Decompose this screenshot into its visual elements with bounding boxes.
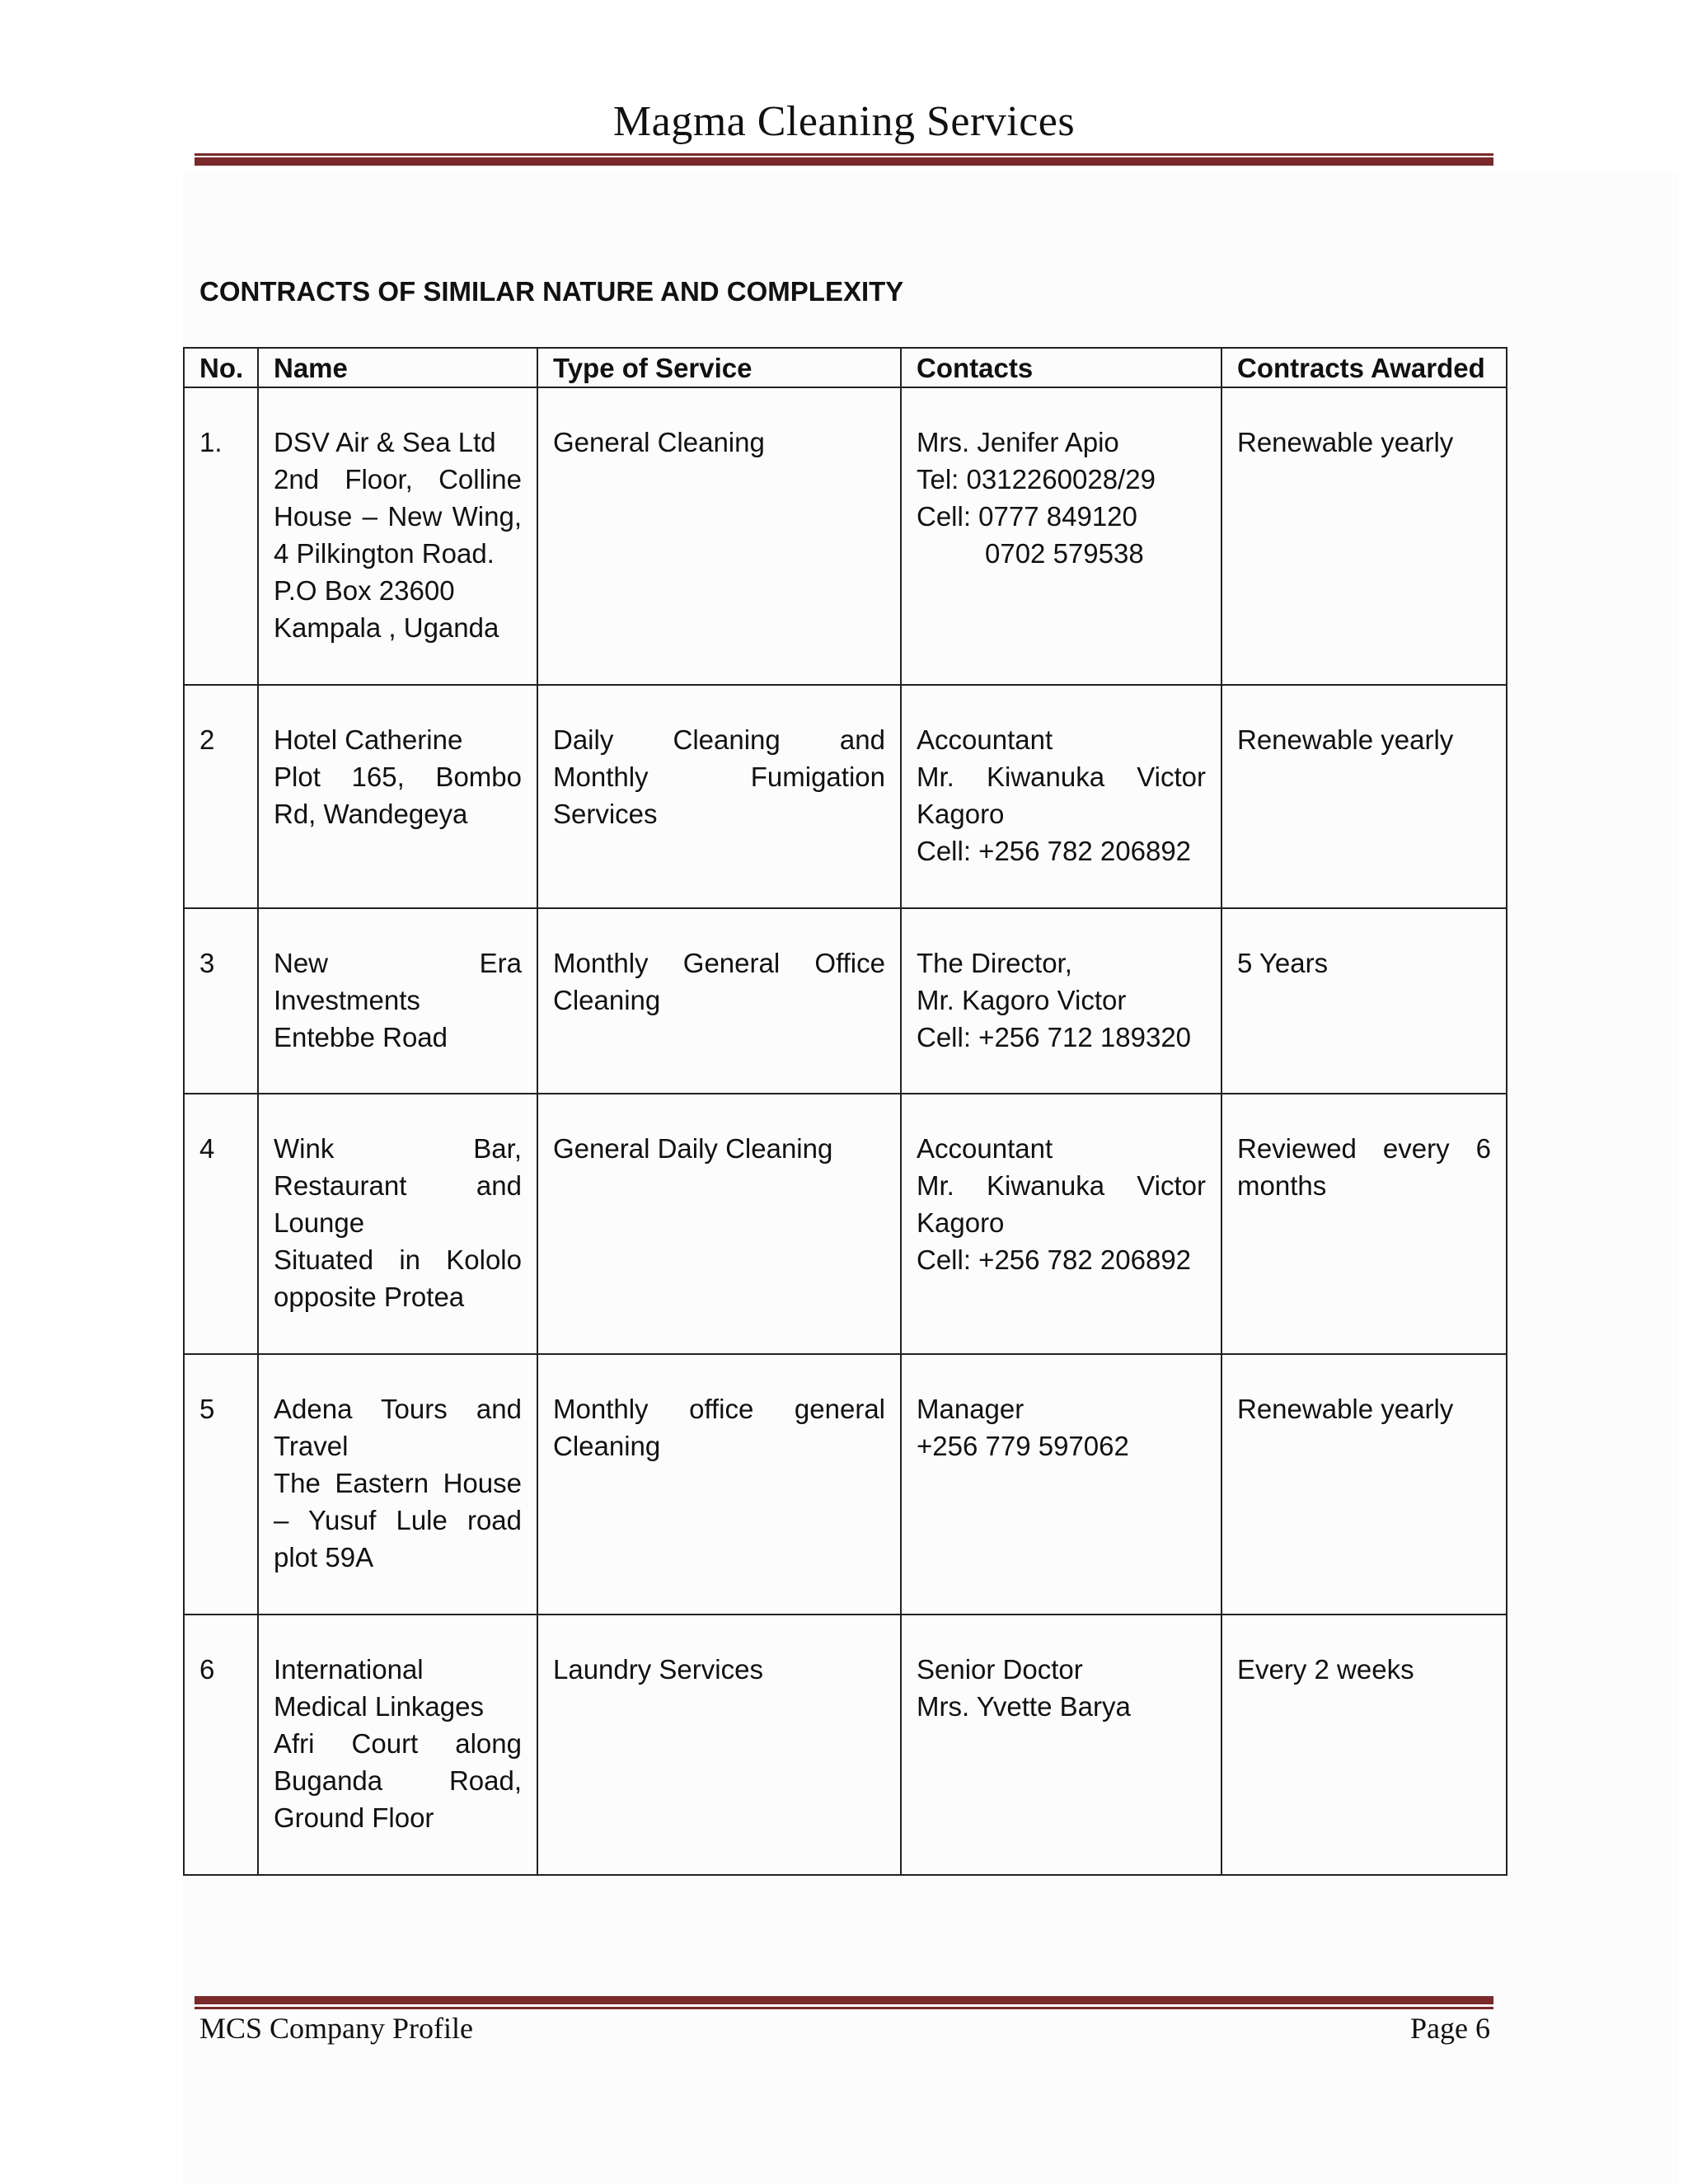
- contact-line: Kagoro: [917, 1207, 1005, 1238]
- cell-no: 5: [184, 1354, 258, 1615]
- name-line: P.O Box 23600: [274, 575, 455, 606]
- name-line: Buganda Road,: [274, 1765, 522, 1796]
- table-row: [184, 1354, 1507, 1615]
- cell-name: [258, 1094, 537, 1354]
- cell-contacts: [901, 387, 1221, 685]
- section-heading: CONTRACTS OF SIMILAR NATURE AND COMPLEXITY: [199, 276, 904, 307]
- awarded-line: Renewable yearly: [1237, 427, 1454, 457]
- cell-name: [258, 685, 537, 908]
- contact-line: +256 779 597062: [917, 1431, 1129, 1461]
- cell-no: 2: [184, 685, 258, 908]
- name-line: plot 59A: [274, 1542, 374, 1572]
- service-line: Monthly office general: [553, 1394, 885, 1424]
- cell-no: 6: [184, 1615, 258, 1875]
- name-line: DSV Air & Sea Ltd: [274, 427, 496, 457]
- name-line: Restaurant and: [274, 1170, 522, 1201]
- name-line: Ground Floor: [274, 1802, 434, 1833]
- contact-line: Cell: +256 712 189320: [917, 1022, 1192, 1052]
- service-line: General Daily Cleaning: [553, 1133, 833, 1164]
- awarded-line: Renewable yearly: [1237, 1394, 1454, 1424]
- name-line: Lounge: [274, 1207, 365, 1238]
- name-line: House – New Wing,: [274, 501, 522, 532]
- cell-name: [258, 1615, 537, 1875]
- cell-contacts: [901, 1354, 1221, 1615]
- table-row: [184, 1094, 1507, 1354]
- name-line: Plot 165, Bombo: [274, 762, 522, 792]
- contact-line: Mr. Kagoro Victor: [917, 985, 1127, 1015]
- name-line: Situated in Kololo: [274, 1244, 522, 1275]
- cell-service: [537, 387, 901, 685]
- contact-line: Manager: [917, 1394, 1025, 1424]
- contact-line: Mrs. Jenifer Apio: [917, 427, 1119, 457]
- awarded-line: Renewable yearly: [1237, 724, 1454, 755]
- header-rule-thin: [195, 153, 1493, 156]
- column-header-type-of-service: Type of Service: [537, 348, 901, 387]
- contact-line: Mr. Kiwanuka Victor: [917, 1170, 1206, 1201]
- name-line: opposite Protea: [274, 1282, 465, 1312]
- cell-name: [258, 1354, 537, 1615]
- service-line: Cleaning: [553, 985, 661, 1015]
- contact-line: Senior Doctor: [917, 1654, 1083, 1685]
- service-line: Cleaning: [553, 1431, 661, 1461]
- table-row: [184, 1615, 1507, 1875]
- contact-line: Kagoro: [917, 799, 1005, 829]
- name-line: Travel: [274, 1431, 349, 1461]
- header-rule-thick: [195, 157, 1493, 166]
- service-line: Monthly General Office: [553, 948, 885, 978]
- cell-no: 4: [184, 1094, 258, 1354]
- footer-document-title: MCS Company Profile: [199, 2012, 474, 2045]
- table-header-row: [184, 348, 1507, 387]
- awarded-line: 5 Years: [1237, 948, 1329, 978]
- table-row: [184, 908, 1507, 1094]
- cell-contacts: [901, 1094, 1221, 1354]
- cell-service: [537, 908, 901, 1094]
- name-line: Hotel Catherine: [274, 724, 463, 755]
- name-line: New Era: [274, 948, 522, 978]
- name-line: The Eastern House: [274, 1468, 522, 1498]
- cell-contacts: [901, 1615, 1221, 1875]
- awarded-line: Every 2 weeks: [1237, 1654, 1414, 1685]
- service-line: Laundry Services: [553, 1654, 763, 1685]
- name-line: Wink Bar,: [274, 1133, 522, 1164]
- contact-line: Mr. Kiwanuka Victor: [917, 762, 1206, 792]
- page-header-title: Magma Cleaning Services: [612, 98, 1076, 145]
- contact-line: 0702 579538: [985, 538, 1144, 569]
- cell-awarded: [1221, 1354, 1507, 1615]
- name-line: Kampala , Uganda: [274, 612, 499, 643]
- cell-name: [258, 908, 537, 1094]
- name-line: Medical Linkages: [274, 1691, 484, 1722]
- contact-line: Cell: +256 782 206892: [917, 836, 1192, 866]
- name-line: Rd, Wandegeya: [274, 799, 468, 829]
- cell-service: [537, 1094, 901, 1354]
- cell-no: 1.: [184, 387, 258, 685]
- cell-contacts: [901, 908, 1221, 1094]
- footer-rule-thin: [195, 2007, 1493, 2009]
- cell-awarded: [1221, 1094, 1507, 1354]
- contact-line: Accountant: [917, 724, 1053, 755]
- table-row: [184, 387, 1507, 685]
- name-line: Adena Tours and: [274, 1394, 522, 1424]
- service-line: General Cleaning: [553, 427, 765, 457]
- name-line: Entebbe Road: [274, 1022, 448, 1052]
- footer-rule-thick: [195, 1996, 1493, 2004]
- contact-line: Cell: +256 782 206892: [917, 1244, 1192, 1275]
- cell-awarded: [1221, 908, 1507, 1094]
- column-header-no: No.: [184, 348, 258, 387]
- cell-awarded: [1221, 685, 1507, 908]
- contact-line: Mrs. Yvette Barya: [917, 1691, 1131, 1722]
- service-line: Daily Cleaning and: [553, 724, 885, 755]
- cell-awarded: [1221, 387, 1507, 685]
- contracts-table: [183, 347, 1507, 1876]
- service-line: Services: [553, 799, 658, 829]
- name-line: 2nd Floor, Colline: [274, 464, 522, 494]
- contact-line: The Director,: [917, 948, 1072, 978]
- column-header-contracts-awarded: Contracts Awarded: [1221, 348, 1507, 387]
- name-line: Investments: [274, 985, 420, 1015]
- cell-service: [537, 685, 901, 908]
- name-line: International: [274, 1654, 424, 1685]
- name-line: 4 Pilkington Road.: [274, 538, 495, 569]
- cell-service: [537, 1615, 901, 1875]
- cell-service: [537, 1354, 901, 1615]
- name-line: – Yusuf Lule road: [274, 1505, 522, 1535]
- name-line: Afri Court along: [274, 1728, 522, 1759]
- contact-line: Cell: 0777 849120: [917, 501, 1137, 532]
- awarded-line: months: [1237, 1170, 1327, 1201]
- cell-no: 3: [184, 908, 258, 1094]
- contact-line: Tel: 0312260028/29: [917, 464, 1156, 494]
- awarded-line: Reviewed every 6: [1237, 1133, 1491, 1164]
- service-line: Monthly Fumigation: [553, 762, 885, 792]
- cell-awarded: [1221, 1615, 1507, 1875]
- contact-line: Accountant: [917, 1133, 1053, 1164]
- cell-name: [258, 387, 537, 685]
- cell-contacts: [901, 685, 1221, 908]
- column-header-name: Name: [258, 348, 537, 387]
- footer-page-number: Page 6: [1410, 2012, 1490, 2045]
- table-row: [184, 685, 1507, 908]
- column-header-contacts: Contacts: [901, 348, 1221, 387]
